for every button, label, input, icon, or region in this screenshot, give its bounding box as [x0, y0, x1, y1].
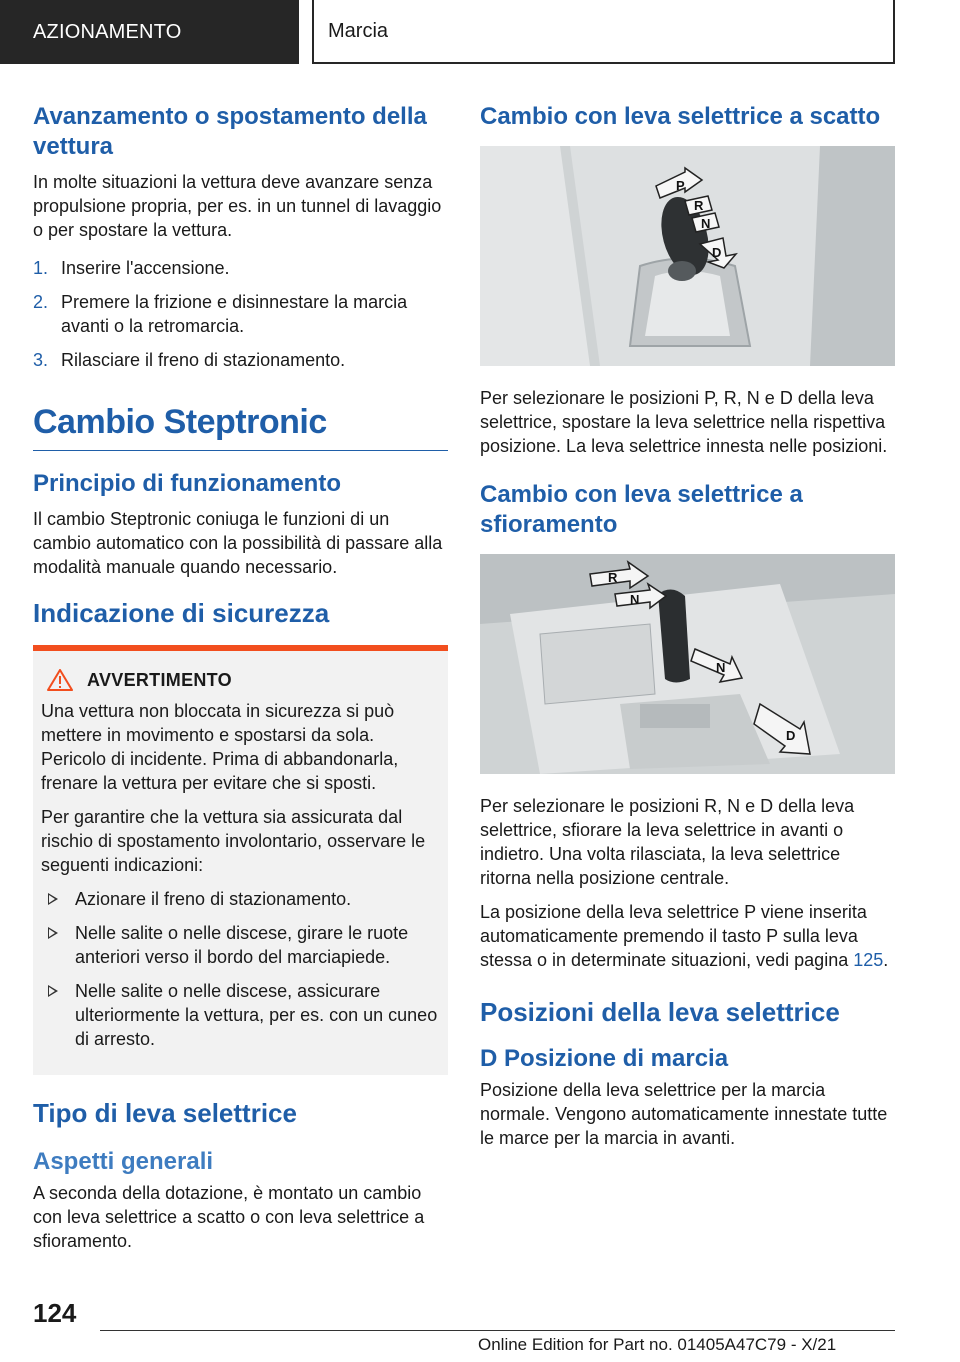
page-reference-link[interactable]: 125 — [853, 950, 884, 970]
edition-info: Online Edition for Part no. 01405A47C79 - X/21 — [478, 1335, 837, 1354]
heading-posizioni: Posizioni della leva selettrice — [480, 997, 840, 1027]
heading-aspetti: Aspetti generali — [33, 1148, 214, 1175]
steps-list — [33, 256, 448, 372]
bullet-item: Azionare il freno di stazionamento. — [39, 887, 442, 911]
paragraph-sfioramento-2: La posizione della leva selettrice P viene inserita automaticamente premendo il tasto P sulla leva stessa o in determinate situazioni, vedi pagina 125. — [480, 902, 889, 970]
heading-sicurezza: Indicazione di sicurezza — [33, 598, 330, 628]
header-subsection: Marcia — [312, 0, 895, 64]
gear-letter-n: N — [701, 216, 711, 231]
triangle-bullet-icon — [48, 927, 58, 939]
heading-principio: Principio di funzionamento — [33, 470, 341, 497]
left-column — [33, 102, 448, 1263]
warning-triangle-icon — [47, 669, 73, 691]
bullet-item: Nelle salite o nelle discese, assicurare ulteriormente la vettura, per es. con un cuneo di arresto. — [39, 979, 442, 1051]
paragraph-sfioramento-1: Per selezionare le posizioni R, N e D della leva selettrice, sfiorare la leva selettrice in avanti o indietro. Una volta rilasciata, la leva selettrice ritorna nella posizione centrale. — [480, 796, 855, 888]
paragraph-scatto: Per selezionare le posizioni P, R, N e D della leva selettrice, spostare la leva selettrice nella rispettiva posizione. La leva selettrice innesta nelle posizioni. — [480, 388, 888, 456]
heading-scatto: Cambio con leva selettrice a scatto — [480, 103, 881, 130]
heading-sfioramento: Cambio con leva selettrice a sfioramento — [480, 481, 803, 538]
touch-letter-d: D — [786, 728, 796, 743]
gear-selector-image — [480, 146, 895, 366]
footer-divider — [100, 1330, 895, 1331]
triangle-bullet-icon — [48, 985, 58, 997]
warning-bullets — [39, 887, 442, 1051]
bullet-item: Nelle salite o nelle discese, girare le ruote anteriori verso il bordo del marciapiede. — [39, 921, 442, 969]
step-item: 3. Rilasciare il freno di stazionamento. — [33, 350, 346, 370]
touch-selector-image — [480, 554, 895, 774]
paragraph-avanzamento: In molte situazioni la vettura deve avanzare senza propulsione propria, per es. in un tunnel di lavaggio o per spostare la vettura. — [33, 172, 442, 240]
warning-paragraph: Una vettura non bloccata in sicurezza si può mettere in movimento e spostarsi da sola. Pericolo di incidente. Prima di abbandonarla, frenare la vettura per evitare che si sposti. — [41, 701, 399, 793]
heading-d-posizione: D Posizione di marcia — [480, 1045, 729, 1072]
gear-letter-r: R — [694, 198, 704, 213]
step-item: 2. Premere la frizione e disinnestare la marcia avanti o la retromarcia. — [33, 292, 408, 336]
warning-paragraph: Per garantire che la vettura sia assicurata dal rischio di spostamento involontario, osservare le seguenti indicazioni: — [41, 807, 426, 875]
touch-letter-n-lower: N — [716, 660, 726, 675]
paragraph-aspetti: A seconda della dotazione, è montato un cambio con leva selettrice a scatto o con leva selettrice a sfioramento. — [33, 1183, 425, 1251]
paragraph-principio: Il cambio Steptronic coniuga le funzioni di un cambio automatico con la possibilità di passare alla modalità manuale quando necessario. — [33, 509, 443, 577]
triangle-bullet-icon — [48, 893, 58, 905]
heading-steptronic: Cambio Steptronic — [33, 400, 448, 451]
right-column — [480, 102, 895, 1160]
gear-letter-p: P — [676, 178, 685, 193]
page-number: 124 — [33, 1298, 77, 1328]
touch-letter-n-upper: N — [630, 592, 640, 607]
header-section: AZIONAMENTO — [0, 0, 299, 64]
paragraph-d-posizione: Posizione della leva selettrice per la marcia normale. Vengono automaticamente innestate tutte le marce per la marcia in avanti. — [480, 1080, 888, 1148]
touch-letter-r: R — [608, 570, 618, 585]
warning-box — [33, 645, 448, 1075]
heading-tipo: Tipo di leva selettrice — [33, 1098, 297, 1128]
heading-avanzamento: Avanzamento o spostamento della vettura — [33, 103, 427, 160]
gear-letter-d: D — [712, 245, 722, 260]
warning-title: AVVERTIMENTO — [47, 669, 442, 691]
step-item: 1. Inserire l'accensione. — [33, 258, 230, 278]
